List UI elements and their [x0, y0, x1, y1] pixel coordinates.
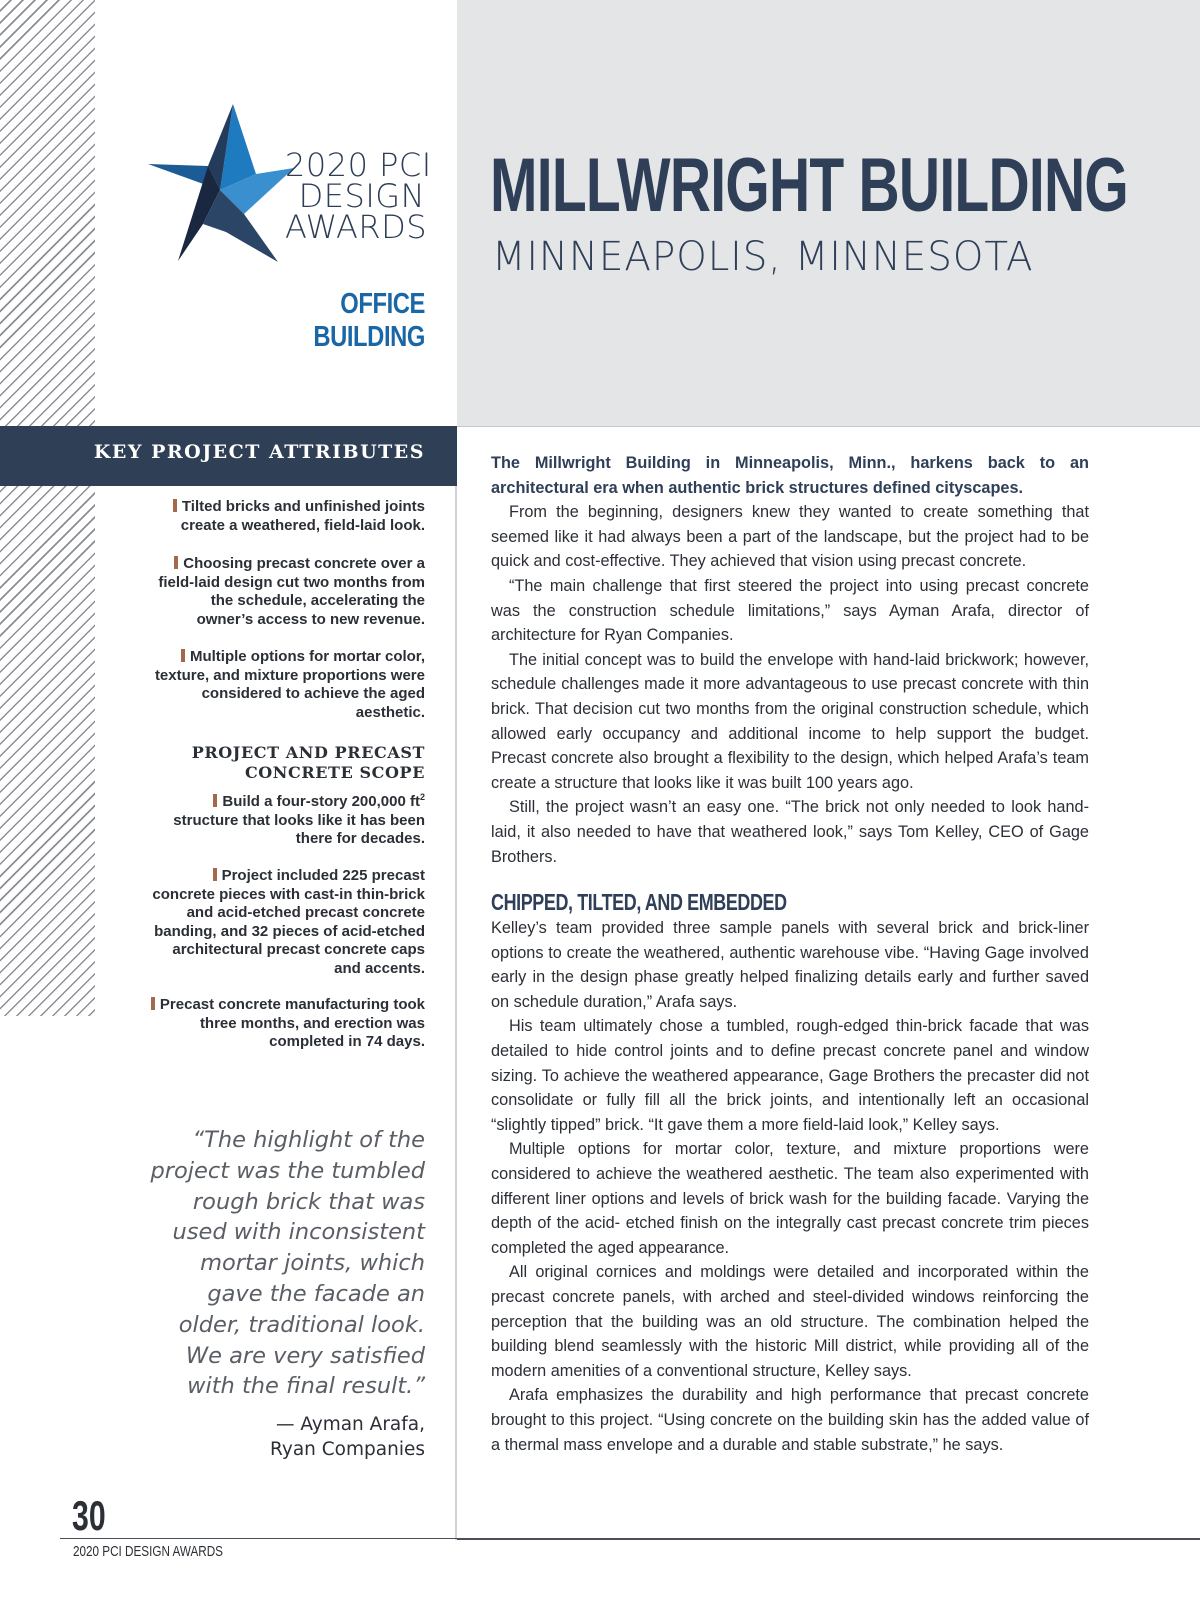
scope-heading — [150, 743, 425, 783]
scope-text-rest: structure that looks like it has been there for decades. — [173, 811, 425, 847]
page-subtitle: MINNEAPOLIS, MINNESOTA — [492, 234, 1034, 280]
logo-line-2: DESIGN — [298, 177, 425, 215]
paragraph: His team ultimately chose a tumbled, rough-edged thin-brick facade that was detailed to hide control joints and to define precast concrete panel and window sizing. To achieve the weathered appearance, Gage Brothers the precaster did not consolidate or fully fill all the brick joints, and intentionally left an occasional “slightly tipped” brick. “It gave them a more field-laid look,” Kelley says. — [491, 1017, 1089, 1134]
article-body — [491, 451, 1089, 1457]
paragraph: Arafa emphasizes the durability and high performance that precast concrete brought to this project. “Using concrete on the building skin has the added value of a thermal mass envelope and a durable and stable substrate,” he says. — [491, 1386, 1089, 1454]
scope-item — [150, 996, 425, 1052]
award-logo-text — [285, 146, 432, 246]
attribute-item — [150, 498, 425, 535]
bullet-marker-icon — [174, 556, 178, 569]
paragraph: The initial concept was to build the envelope with hand-laid brickwork; however, schedule challenges made it more advantageous to use precast concrete with thin brick. That decision cut two months from the original construction schedule, which allowed early occupancy and additional income to help support the budget. Precast concrete also brought a flexibility to the design, which helped Arafa’s team create a structure that looks like it was built 100 years ago. — [491, 650, 1089, 792]
award-star-icon — [148, 104, 294, 266]
paragraph: All original cornices and moldings were detailed and incorporated within the precast concrete panels, with arched and steel-divided windows reinforcing the perception that the building was an old structure. The combination helped the building blend seamlessly with the historic Mill district, while providing all of the modern amenities of a conventional structure, Kelley says. — [491, 1263, 1089, 1380]
scope-text: Project included 225 precast concrete pieces with cast-in thin-brick and acid-etched precast concrete banding, and 32 pieces of acid-etched architectural precast concrete caps and accents. — [152, 867, 425, 977]
header-divider — [457, 426, 1200, 427]
page-number: 30 — [72, 1492, 106, 1539]
superscript: 2 — [419, 792, 425, 802]
paragraph: From the beginning, designers knew they wanted to create something that seemed like it had always been a part of the landscape, but the project had to be quick and cost-effective. They achieved that vision using precast concrete. — [491, 503, 1089, 571]
hatch-pattern — [0, 0, 95, 1016]
bullet-marker-icon — [151, 997, 155, 1010]
key-attributes-heading: KEY PROJECT ATTRIBUTES — [93, 441, 425, 463]
paragraph: “The main challenge that first steered the project into using precast concrete was the construction schedule limitations,” says Ayman Arafa, director of architecture for Ryan Companies. — [491, 576, 1089, 645]
section-heading: CHIPPED, TILTED, AND EMBEDDED — [491, 889, 787, 916]
pull-quote: “The highlight of the project was the tumbled rough brick that was used with inconsistent mortar joints, which gave the facade an older, traditional look. We are very satisfied with the final result.” — [150, 1127, 425, 1400]
scope-item — [150, 867, 425, 978]
attribute-text: Tilted bricks and unfinished joints create a weathered, field-laid look. — [180, 498, 425, 534]
footer-rule-left — [60, 1538, 457, 1539]
bullet-marker-icon — [173, 499, 177, 512]
attribute-item — [150, 555, 425, 629]
attribute-text: Multiple options for mortar color, texture, and mixture proportions were considered to achieve the aged aesthetic. — [154, 648, 425, 721]
bullet-marker-icon — [213, 868, 217, 881]
quote-attribution — [150, 1412, 425, 1462]
logo-line-1: 2020 PCI — [285, 146, 432, 184]
paragraph: Still, the project wasn’t an easy one. “The brick not only needed to look hand-laid, it also needed to have that weathered look,” says Tom Kelley, CEO of Gage Brothers. — [491, 798, 1089, 866]
paragraph: Multiple options for mortar color, texture, and mixture proportions were considered to achieve the weathered aesthetic. The team also experimented with different liner options and levels of brick wash for the building facade. Varying the depth of the acid- etched finish on the integrally cast precast concrete trim pieces completed the aged appearance. — [491, 1140, 1089, 1257]
scope-heading-line-2: CONCRETE SCOPE — [244, 763, 425, 782]
bullet-marker-icon — [213, 794, 217, 807]
logo-line-3: AWARDS — [285, 208, 428, 246]
page-title: MILLWRIGHT BUILDING — [490, 143, 1129, 228]
lead-paragraph: The Millwright Building in Minneapolis, Minn., harkens back to an architectural era when authentic brick structures defined cityscapes. — [491, 454, 1089, 497]
scope-heading-line-1: PROJECT AND PRECAST — [191, 743, 425, 762]
quote-author: — Ayman Arafa, — [275, 1414, 425, 1435]
award-category: OFFICE BUILDING — [313, 288, 425, 353]
column-divider — [455, 426, 457, 1540]
footer-rule — [457, 1538, 1200, 1540]
paragraph: Kelley’s team provided three sample panels with several brick and brick-liner options to create the weathered, authentic warehouse vibe. “Having Gage involved early in the design phase greatly helped finalizing details early and further saved on schedule duration,” Arafa says. — [491, 919, 1089, 1011]
attribute-text: Choosing precast concrete over a field-laid design cut two months from the schedule, accelerating the owner’s access to new revenue. — [158, 555, 425, 628]
quote-company: Ryan Companies — [270, 1439, 425, 1460]
key-attributes-bar — [0, 426, 457, 486]
scope-text: Build a four-story 200,000 ft — [222, 793, 420, 810]
scope-text: Precast concrete manufacturing took three months, and erection was completed in 74 days. — [159, 996, 425, 1050]
bullet-marker-icon — [181, 649, 185, 662]
scope-item — [150, 788, 425, 849]
footer-label: 2020 PCI DESIGN AWARDS — [73, 1543, 223, 1560]
attribute-item — [150, 648, 425, 722]
